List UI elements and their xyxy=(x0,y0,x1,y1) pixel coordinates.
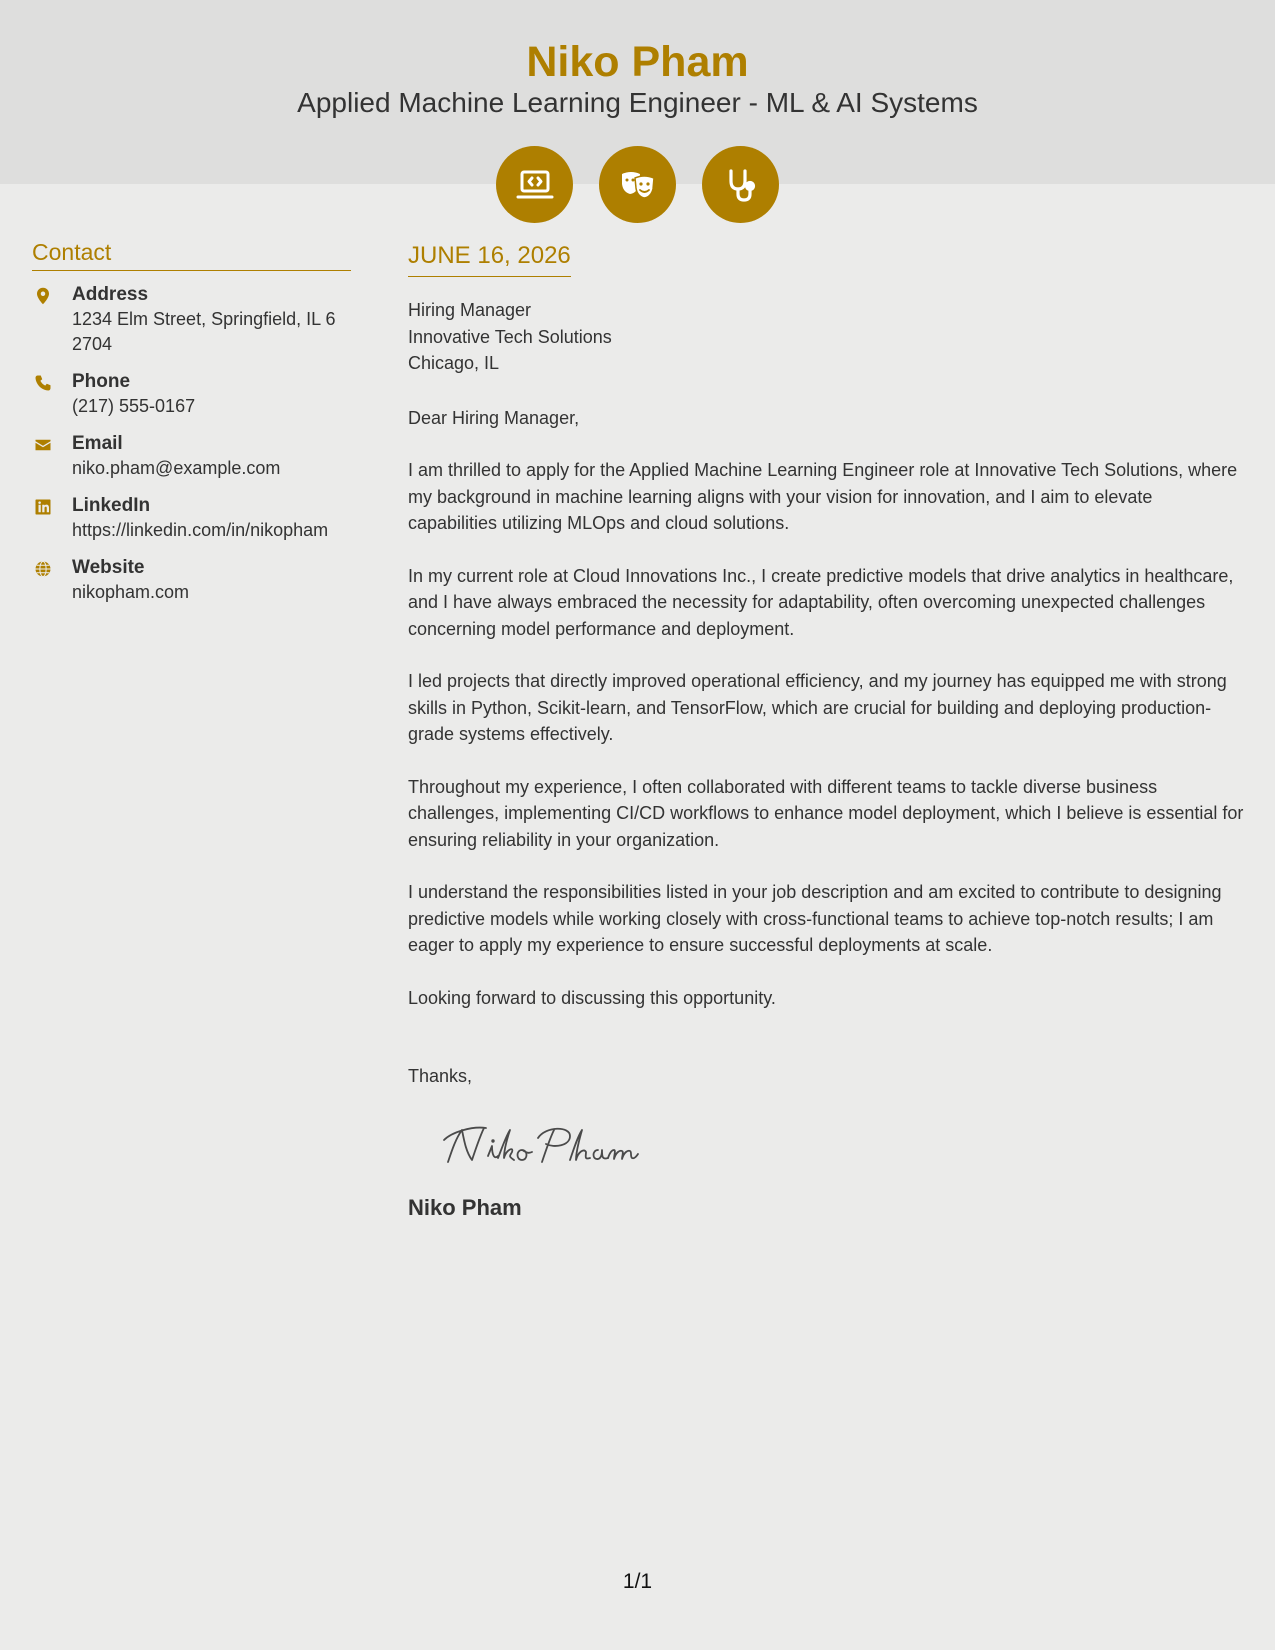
header-icon-row xyxy=(0,146,1275,223)
contact-item-phone xyxy=(32,370,351,419)
contact-label: Email xyxy=(72,433,123,454)
recipient-block xyxy=(408,297,1246,377)
handwritten-signature xyxy=(442,1116,1246,1176)
contact-list xyxy=(32,283,351,605)
stethoscope-icon xyxy=(702,146,779,223)
email-value[interactable]: niko.pham@example.com xyxy=(72,458,281,478)
contact-label: LinkedIn xyxy=(72,495,151,516)
page-number: 1/1 xyxy=(622,1570,653,1593)
phone-icon xyxy=(32,370,72,419)
salutation: Dear Hiring Manager, xyxy=(408,407,580,428)
paragraph: I led projects that directly improved operational efficiency, and my journey has equipped me with strong skills in Python, Scikit-learn, and TensorFlow, which are crucial for building and deploying production-grade systems effectively. xyxy=(408,671,1227,744)
website-value[interactable]: nikopham.com xyxy=(72,582,190,602)
contact-item-website xyxy=(32,556,351,605)
contact-item-address xyxy=(32,283,351,357)
envelope-icon xyxy=(32,432,72,481)
job-title: Applied Machine Learning Engineer - ML & AI Systems xyxy=(297,87,978,118)
paragraph: In my current role at Cloud Innovations Inc., I create predictive models that drive analytics in healthcare, and I have always embraced the necessity for adaptability, often overcoming unexpected challenges concerning model performance and deployment. xyxy=(408,565,1234,639)
contact-heading: Contact xyxy=(32,238,351,271)
recipient-company: Innovative Tech Solutions xyxy=(408,326,612,347)
recipient-location: Chicago, IL xyxy=(408,353,500,373)
paragraph: I am thrilled to apply for the Applied Machine Learning Engineer role at Innovative Tech Solutions, where my background in machine learning aligns with your vision for innovation, and I aim to elevate capabilities utilizing MLOps and cloud solutions. xyxy=(408,460,1238,533)
contact-label: Address xyxy=(72,284,149,305)
address-value: 1234 Elm Street, Springfield, IL 62704 xyxy=(72,309,336,354)
linkedin-value[interactable]: https://linkedin.com/in/nikopham xyxy=(72,520,329,540)
location-pin-icon xyxy=(32,283,72,357)
recipient-name: Hiring Manager xyxy=(408,300,532,320)
contact-item-linkedin xyxy=(32,494,351,543)
paragraph: I understand the responsibilities listed in your job description and am excited to contribute to designing predictive models while working closely with cross-functional teams to achieve top-notch results; I am eager to apply my experience to ensure successful deployments at scale. xyxy=(408,882,1222,955)
phone-value[interactable]: (217) 555-0167 xyxy=(72,396,196,416)
letter-date: JUNE 16, 2026 xyxy=(408,240,571,277)
closing: Thanks, xyxy=(408,1066,473,1086)
contact-sidebar xyxy=(32,238,351,618)
letter-body xyxy=(408,240,1246,1222)
contact-item-email xyxy=(32,432,351,481)
laptop-code-icon xyxy=(496,146,573,223)
contact-label: Website xyxy=(72,557,145,578)
globe-icon xyxy=(32,556,72,605)
masks-theater-icon xyxy=(599,146,676,223)
linkedin-icon xyxy=(32,494,72,543)
paragraph: Throughout my experience, I often collaborated with different teams to tackle diverse business challenges, implementing CI/CD workflows to enhance model deployment, which I believe is essential for ensuring reliability in your organization. xyxy=(408,776,1244,850)
candidate-name: Niko Pham xyxy=(526,38,749,86)
paragraph: Looking forward to discussing this opportunity. xyxy=(408,987,776,1008)
contact-label: Phone xyxy=(72,371,131,392)
signer-name: Niko Pham xyxy=(408,1194,522,1220)
